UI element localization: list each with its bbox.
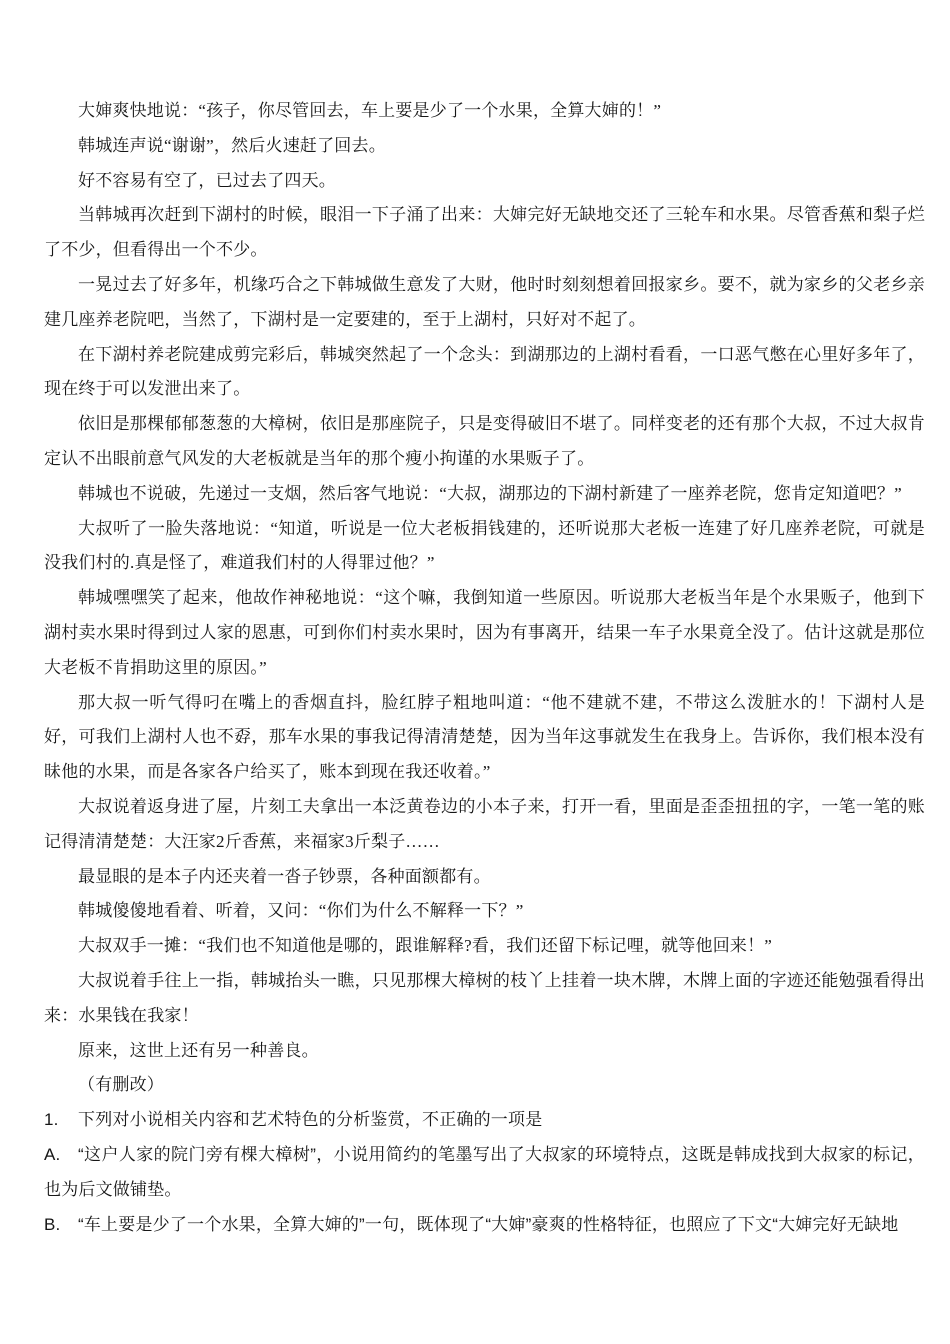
story-paragraph: 大叔说着手往上一指，韩城抬头一瞧，只见那棵大樟树的枝丫上挂着一块木牌，木牌上面的字迹还能勉强看得出来：水果钱在我家！: [44, 970, 925, 1025]
story-paragraph: 大叔听了一脸失落地说：“知道，听说是一位大老板捐钱建的，还听说那大老板一连建了好几座养老院，可就是没我们村的.真是怪了，难道我们村的人得罪过他？”: [44, 518, 925, 573]
story-paragraph: 一晃过去了好多年，机缘巧合之下韩城做生意发了大财，他时时刻刻想着回报家乡。要不，就为家乡的父老乡亲建几座养老院吧，当然了，下湖村是一定要建的，至于上湖村，只好对不起了。: [44, 274, 925, 329]
story-paragraph: 在下湖村养老院建成剪完彩后，韩城突然起了一个念头：到湖那边的上湖村看看，一口恶气憋在心里好多年了，现在终于可以发泄出来了。: [44, 344, 925, 399]
question-section: [44, 1103, 925, 1242]
story-paragraph: 韩城嘿嘿笑了起来，他故作神秘地说：“这个嘛，我倒知道一些原因。听说那大老板当年是个水果贩子，他到下湖村卖水果时得到过人家的恩惠，可到你们村卖水果时，因为有事离开，结果一车子水果竟全没了。估计这就是那位大老板不肯捐助这里的原因。”: [44, 588, 925, 677]
story-paragraph: 韩城也不说破，先递过一支烟，然后客气地说：“大叔，湖那边的下湖村新建了一座养老院，您肯定知道吧？”: [78, 483, 902, 503]
story-paragraph: 原来，这世上还有另一种善良。: [78, 1040, 319, 1060]
story-paragraph: 大叔说着返身进了屋，片刻工夫拿出一本泛黄卷边的小本子来，打开一看，里面是歪歪扭扭的字，一笔一笔的账记得清清楚楚：大汪家2斤香蕉，来福家3斤梨子……: [44, 796, 925, 851]
option-a: [44, 1138, 925, 1208]
story-paragraph: 好不容易有空了，已过去了四天。: [78, 170, 336, 190]
story-paragraph: 大叔双手一摊：“我们也不知道他是哪的，跟谁解释?看，我们还留下标记哩，就等他回来！”: [78, 936, 773, 956]
question-stem-line: [44, 1103, 925, 1138]
story-text: [44, 94, 925, 1103]
option-a-text: “这户人家的院门旁有棵大樟树”，小说用简约的笔墨写出了大叔家的环境特点，这既是韩成找到大叔家的标记，也为后文做铺垫。: [44, 1144, 925, 1199]
story-source-note: （有删改）: [78, 1075, 164, 1095]
option-a-label: A.: [44, 1144, 61, 1164]
question-number: 1.: [44, 1110, 59, 1130]
story-paragraph: 大婶爽快地说：“孩子，你尽管回去，车上要是少了一个水果，全算大婶的！”: [78, 101, 662, 120]
story-paragraph: 韩城傻傻地看着、听着，又问：“你们为什么不解释一下？”: [78, 901, 524, 921]
story-paragraph: 那大叔一听气得叼在嘴上的香烟直抖，脸红脖子粗地叫道：“他不建就不建，不带这么泼脏水的！下湖村人是好，可我们上湖村人也不孬，那车水果的事我记得清清楚楚，因为当年这事就发生在我身上。告诉你，我们根本没有昧他的水果，而是各家各户给买了，账本到现在我还收着。”: [44, 692, 925, 782]
question-stem: 下列对小说相关内容和艺术特色的分析鉴赏，不正确的一项是: [78, 1110, 543, 1130]
story-paragraph: 当韩城再次赶到下湖村的时候，眼泪一下子涌了出来：大婶完好无缺地交还了三轮车和水果。尽管香蕉和梨子烂了不少，但看得出一个不少。: [44, 205, 925, 260]
story-paragraph: 依旧是那棵郁郁葱葱的大樟树，依旧是那座院子，只是变得破旧不堪了。同样变老的还有那个大叔，不过大叔肯定认不出眼前意气风发的大老板就是当年的那个瘦小拘谨的水果贩子了。: [44, 414, 925, 468]
option-b-text: “车上要是少了一个水果，全算大婶的”一句，既体现了“大婶”豪爽的性格特征，也照应了下文“大婶完好无缺地: [78, 1214, 899, 1234]
option-b-label: B.: [44, 1214, 61, 1234]
story-paragraph: 最显眼的是本子内还夹着一沓子钞票，各种面额都有。: [78, 866, 491, 886]
story-paragraph: 韩城连声说“谢谢”，然后火速赶了回去。: [78, 135, 386, 155]
option-b: [44, 1208, 925, 1243]
